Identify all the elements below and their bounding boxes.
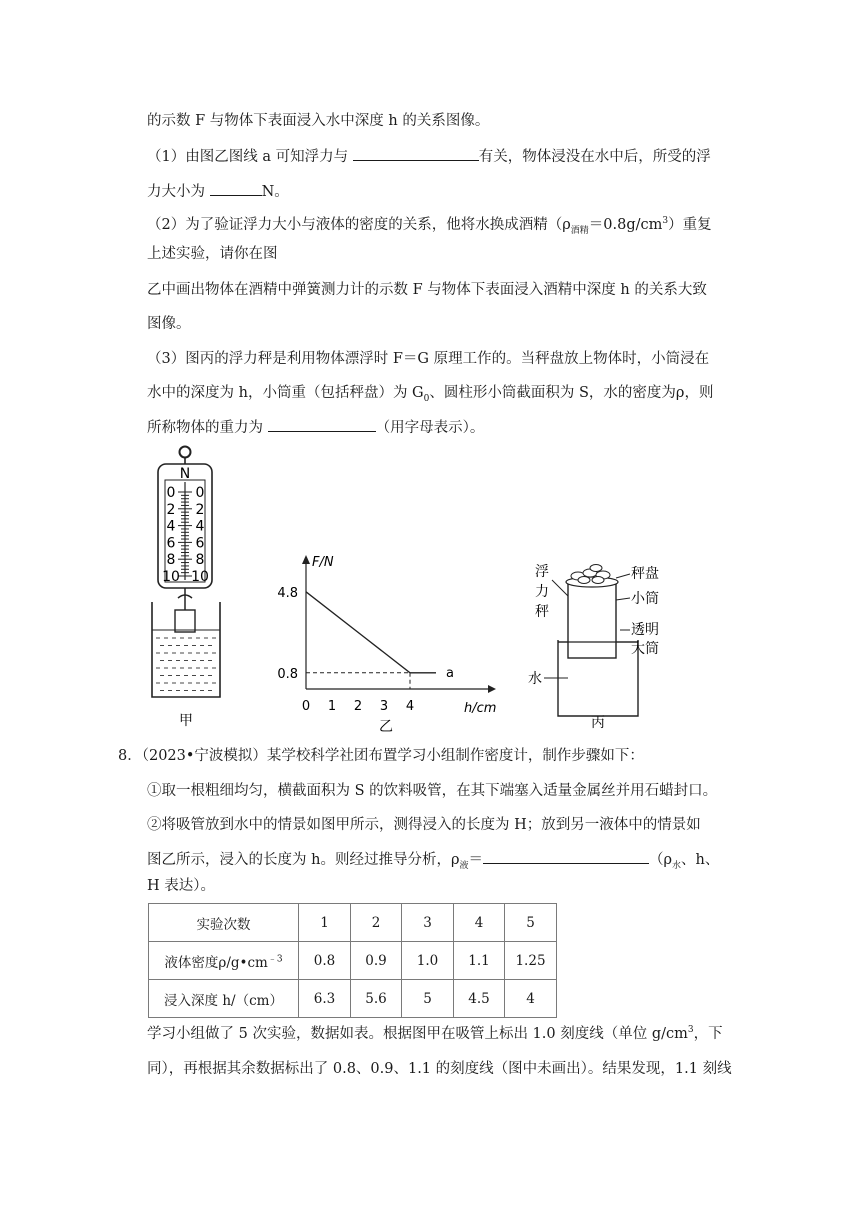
q1-text-c: 力大小为 [147,184,210,200]
q8-step2-line1: ②将吸管放到水中的情景如图甲所示，测得浸入的长度为 H；放到另一液体中的情景如 [147,817,701,833]
q8-sub-2: 水 [672,860,682,871]
q8-step2-line2 [147,849,719,870]
x-tick-label: 2 [353,699,363,714]
q3-line1: （3）图丙的浮力秤是利用物体漂浮时 F＝G 原理工作的。当秤盘放上物体时，小筒浸在 [147,351,710,367]
x-tick-labels [302,699,414,714]
table-header-cell: 实验次数 [149,904,299,942]
table-row-label [149,942,299,980]
label-big-tube-1: 透明 [631,622,659,638]
y-tick-label: 4.8 [277,585,298,601]
label-li: 力 [535,584,549,600]
series-a-label: a [446,665,454,681]
figure-yi [270,546,510,736]
label-pan: 秤盘 [631,566,659,582]
scale-label-left: 2 [166,501,176,518]
after-table-line2: 同），再根据其余数据标出了 0.8、0.9、1.1 的刻度线（图中未画出）。结果发现，1.1 刻线 [147,1061,732,1077]
object-block [175,610,195,632]
q8-text-d: 、h、 [681,852,720,868]
table-header-cell: 5 [505,904,557,942]
label-fu: 浮 [535,564,549,580]
water-pattern [156,638,216,691]
x-tick-label: 4 [405,699,415,714]
scale-label-left: 10 [162,569,180,585]
table-cell: 1.1 [454,942,505,980]
series-a-line [306,592,436,673]
x-axis-arrow-icon [488,685,496,693]
figure-jia [140,440,240,740]
scale-label-right: 10 [191,569,209,585]
hook-ring-icon [180,447,191,458]
q3-text-c: 所称物体的重力为 [147,420,268,436]
figure-yi-label: 乙 [379,719,393,735]
q2-text-a: （2）为了验证浮力大小与液体的密度的关系，他将水换成酒精（ρ [147,217,571,233]
after-table-line1 [147,1024,723,1044]
table-row [149,904,557,942]
after-table-text-a: 学习小组做了 5 次实验，数据如表。根据图甲在吸管上标出 1.0 刻度线（单位 g/cm [147,1026,688,1042]
q8-text-b: ＝ [468,852,483,868]
small-tube [568,582,616,658]
q3-text-b: 、圆柱形小筒截面积为 S，水的密度为ρ，则 [429,385,714,401]
table-cell: 0.9 [351,942,402,980]
q3-text-d: （用字母表示）。 [375,420,485,436]
x-tick-label: 3 [379,699,389,714]
figure-jia-label: 甲 [179,713,193,729]
y-tick-label: 0.8 [277,666,298,682]
scale-label-right: 8 [195,552,205,569]
q3-sub: 0 [423,393,430,404]
q1-text-b: 有关，物体浸没在水中后，所受的浮 [478,149,711,165]
q1-line2 [147,181,289,202]
scale-label-left: 0 [166,485,176,501]
scale-label-right: 0 [195,485,205,501]
table-cell: 5 [402,980,454,1018]
q2-text-b: ＝0.8g/cm [588,217,663,233]
table-header-cell: 3 [402,904,454,942]
y-axis-label: F/N [312,555,334,570]
scale-label-right: 6 [195,535,205,552]
scale-label-right: 4 [195,518,205,535]
density-unit-sup: ﹣3 [267,954,283,964]
q8-text-a: 图乙所示，浸入的长度为 h。则经过推导分析，ρ [147,852,460,868]
q8-step2-line3: H 表达）。 [147,878,216,894]
table-cell: 1.0 [402,942,454,980]
figure-bing-label: 丙 [591,715,605,731]
label-water: 水 [528,671,542,687]
q1-blank-1[interactable] [353,146,479,161]
q8-line1: 8．（2023•宁波模拟）某学校科学社团布置学习小组制作密度计，制作步骤如下： [118,748,644,764]
table-header-cell: 4 [454,904,505,942]
q3-line3 [147,417,484,438]
table-header-cell: 1 [299,904,351,942]
table-row [149,942,557,980]
scale-label-left: 8 [166,552,176,569]
table-cell: 6.3 [299,980,351,1018]
q3-line2 [147,383,713,403]
x-tick-label: 0 [301,699,311,714]
q1-line1 [147,146,711,167]
table-cell: 5.6 [351,980,402,1018]
table-row-label: 浸入深度 h/（cm） [149,980,299,1018]
data-table [148,903,557,1018]
q1-text-d: N。 [261,184,289,200]
q2-sup: 3 [662,216,669,227]
q2-line3: 乙中画出物体在酒精中弹簧测力计的示数 F 与物体下表面浸入酒精中深度 h 的关系大致 [147,282,707,298]
figure-bing [520,556,700,736]
scale-label-right: 2 [195,501,205,518]
q1-text-a: （1）由图乙图线 a 可知浮力与 [147,149,353,165]
q3-blank[interactable] [268,417,376,432]
q2-line2: 上述实验，请你在图 [147,246,278,262]
q2-line4: 图像。 [147,316,191,332]
intro-line: 的示数 F 与物体下表面浸入水中深度 h 的关系图像。 [147,113,490,129]
table-header-cell: 2 [351,904,402,942]
y-tick-labels [277,586,298,682]
scale-label-left: 6 [166,535,176,552]
q2-line1 [147,215,712,235]
table-cell: 0.8 [299,942,351,980]
table-row [149,980,557,1018]
q2-text-c: ）重复 [668,217,712,233]
label-cheng: 秤 [535,604,549,620]
table-cell: 1.25 [505,942,557,980]
density-label: 液体密度ρ/g•cm [164,954,268,971]
q1-blank-2[interactable] [210,181,262,196]
label-small-tube: 小筒 [631,591,659,607]
q8-blank[interactable] [483,849,649,864]
q2-sub: 酒精 [570,225,589,236]
q3-text-a: 水中的深度为 h，小筒重（包括秤盘）为 G [147,385,424,401]
x-tick-label: 1 [327,699,337,714]
table-cell: 4 [505,980,557,1018]
table-cell: 4.5 [454,980,505,1018]
after-table-text-b: ，下 [693,1026,723,1042]
q8-sub-1: 液 [459,860,469,871]
q8-text-c: （ρ [649,852,673,868]
x-axis-label: h/cm [464,701,497,716]
label-big-tube-2: 大筒 [631,641,659,657]
scale-label-left: 4 [166,518,176,535]
q8-step1: ①取一根粗细均匀，横截面积为 S 的饮料吸管，在其下端塞入适量金属丝并用石蜡封口。 [147,783,718,799]
scale-unit-letter: N [179,466,191,482]
after-table-sup: 3 [687,1025,694,1036]
y-axis-arrow-icon [302,555,310,564]
